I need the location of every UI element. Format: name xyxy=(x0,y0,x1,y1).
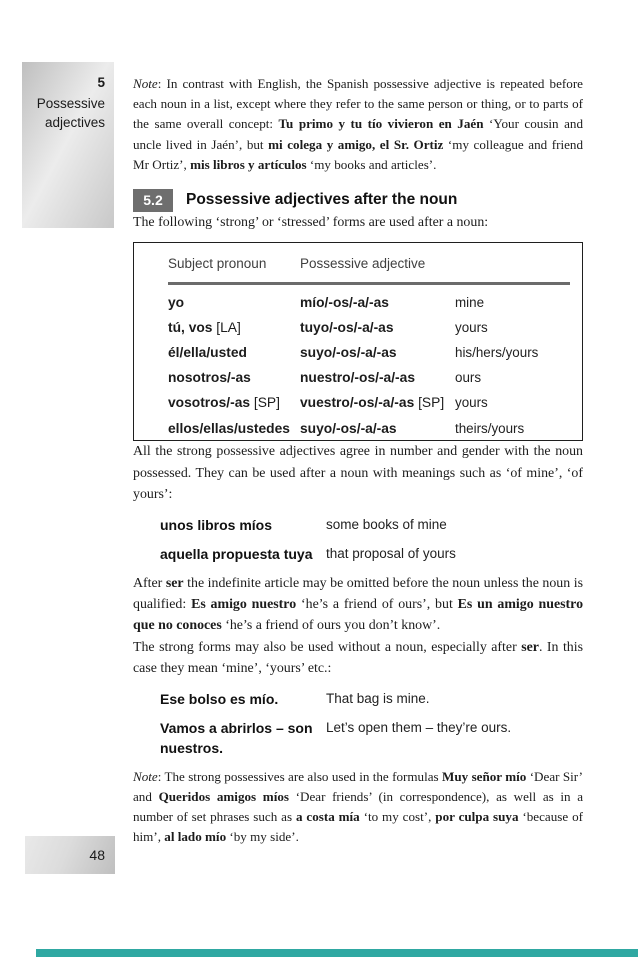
cell-subject-pronoun: nosotros/-as xyxy=(168,370,251,386)
cell-possessive-adjective: vuestro/-os/-a/-as [SP] xyxy=(300,395,445,411)
bold-spanish-phrase: mi colega y amigo, el Sr. Ortiz xyxy=(268,136,444,152)
cell-possessive-adjective: nuestro/-os/-a/-as xyxy=(300,370,415,386)
example-english: Let’s open them – they’re ours. xyxy=(326,719,512,735)
example-pair xyxy=(160,718,583,758)
section-title: Possessive adjectives after the noun xyxy=(186,191,458,209)
example-english: some books of mine xyxy=(326,516,447,532)
example-english: That bag is mine. xyxy=(326,690,430,706)
bold-spanish-phrase: Es un amigo nuestro que no conoces xyxy=(133,597,584,634)
table-row xyxy=(168,395,570,411)
bold-spanish-phrase: por culpa suya xyxy=(435,809,519,825)
example-spanish: Ese bolso es mío. xyxy=(160,690,279,707)
cell-subject-pronoun: él/ella/usted xyxy=(168,344,247,360)
table-row xyxy=(168,320,570,336)
cell-subject-pronoun: ellos/ellas/ustedes xyxy=(168,420,290,436)
bold-spanish-phrase: Tu primo y tu tío vivieron en Jaén xyxy=(278,116,484,132)
cell-possessive-adjective: mío/-os/-a/-as xyxy=(300,294,389,310)
cell-possessive-adjective: suyo/-os/-a/-as xyxy=(300,344,397,360)
cell-english-gloss: yours xyxy=(455,395,488,411)
examples-after-noun xyxy=(160,515,583,564)
region-tag: [SP] xyxy=(250,395,280,411)
text-run: ‘he’s a friend of ours’, but xyxy=(296,597,458,613)
paragraph-ser-article xyxy=(133,573,583,637)
cell-english-gloss: his/hers/yours xyxy=(455,344,539,360)
table-row xyxy=(168,295,570,311)
text-run: After xyxy=(133,575,166,591)
bold-spanish-phrase: ser xyxy=(521,639,539,655)
table-row xyxy=(168,345,570,361)
cell-english-gloss: yours xyxy=(455,319,488,335)
chapter-tab xyxy=(22,62,114,228)
table-header-subject-pronoun: Subject pronoun xyxy=(168,256,267,272)
bold-spanish-phrase: a costa mía xyxy=(295,809,360,825)
bold-spanish-phrase: Es amigo nuestro xyxy=(191,597,297,613)
text-run: ‘by my side’. xyxy=(226,829,299,845)
page-content xyxy=(133,74,583,847)
cell-subject-pronoun: tú, vos [LA] xyxy=(168,319,241,335)
example-pair xyxy=(160,689,583,709)
example-spanish: aquella propuesta tuya xyxy=(160,545,313,562)
chapter-number: 5 xyxy=(97,75,105,90)
paragraph-agreement xyxy=(133,441,583,505)
bold-spanish-phrase: Muy señor mío xyxy=(442,768,527,784)
bold-spanish-phrase: Queridos amigos míos xyxy=(158,788,289,804)
cell-possessive-adjective: suyo/-os/-a/-as xyxy=(300,420,397,436)
bold-spanish-phrase: al lado mío xyxy=(164,829,227,845)
cell-english-gloss: ours xyxy=(455,370,482,386)
section-number-badge: 5.2 xyxy=(133,189,173,212)
text-run: : In contrast with English, the Spanish possessive adjective is repeated before each noun in a list, except where they refer to the same person or thing, or to parts of the same overall concept: xyxy=(133,76,583,132)
page-number-tab xyxy=(25,836,115,874)
table-header-possessive-adjective: Possessive adjective xyxy=(300,256,426,272)
text-run: ‘because of him’, xyxy=(133,809,583,845)
text-run: All the strong possessive adjectives agree in number and gender with the noun possessed. They can be used after a noun with meanings such as ‘of mine’, ‘of yours’: xyxy=(133,444,583,503)
bold-spanish-phrase: ser xyxy=(165,575,184,591)
chapter-title-line2: adjectives xyxy=(44,115,105,130)
chapter-title-line1: Possessive xyxy=(36,96,105,111)
example-english: that proposal of yours xyxy=(326,545,456,561)
example-spanish: Vamos a abrirlos – son nuestros. xyxy=(160,719,313,756)
note-paragraph-bottom xyxy=(133,767,583,848)
example-pair xyxy=(160,544,583,564)
cell-subject-pronoun: yo xyxy=(168,294,185,310)
cell-english-gloss: mine xyxy=(455,294,485,310)
text-run: : The strong possessives are also used in the formulas xyxy=(157,768,443,784)
text-run: . In this case they mean ‘mine’, ‘yours’ etc.: xyxy=(133,639,584,677)
region-tag: [LA] xyxy=(212,319,241,335)
text-run: ‘Your cousin and uncle lived in Jaén’, but xyxy=(133,116,583,152)
table-row xyxy=(168,370,570,386)
text-run: ‘Dear friends’ (in correspondence), as well as in a number of set phrases such as xyxy=(133,788,584,825)
text-run: The following ‘strong’ or ‘stressed’ forms are used after a noun: xyxy=(133,215,489,231)
examples-without-noun xyxy=(160,689,583,758)
paragraph-strong-forms xyxy=(133,637,583,680)
bold-spanish-phrase: mis libros y artículos xyxy=(190,156,307,172)
note-paragraph-top xyxy=(133,74,583,175)
text-run: ‘my colleague and friend Mr Ortiz’, xyxy=(133,136,583,172)
region-tag: [SP] xyxy=(414,395,445,411)
table-header-rule xyxy=(168,282,570,285)
possessive-table xyxy=(133,242,583,441)
table-row xyxy=(168,421,570,437)
cell-english-gloss: theirs/yours xyxy=(455,420,525,436)
cell-subject-pronoun: vosotros/-as [SP] xyxy=(168,395,280,411)
text-run: the indefinite article may be omitted before the noun unless the noun is qualified: xyxy=(133,575,583,613)
italic-label: Note xyxy=(133,76,158,91)
section-heading xyxy=(133,188,583,212)
text-run: ‘he’s a friend of ours you don’t know’. xyxy=(221,618,441,634)
text-run: ‘to my cost’, xyxy=(359,809,436,825)
example-spanish: unos libros míos xyxy=(160,516,273,533)
cell-possessive-adjective: tuyo/-os/-a/-as xyxy=(300,319,394,335)
intro-paragraph xyxy=(133,212,583,233)
table-header-row xyxy=(168,256,570,272)
text-run: ‘my books and articles’. xyxy=(306,156,437,172)
bottom-edge-bar xyxy=(36,949,638,957)
example-pair xyxy=(160,515,583,535)
page-number: 48 xyxy=(89,847,105,863)
text-run: The strong forms may also be used without a noun, especially after xyxy=(133,639,522,655)
italic-label: Note xyxy=(133,768,158,784)
text-run: ‘Dear Sir’ and xyxy=(133,768,583,804)
pronoun-table-rows xyxy=(168,295,570,437)
